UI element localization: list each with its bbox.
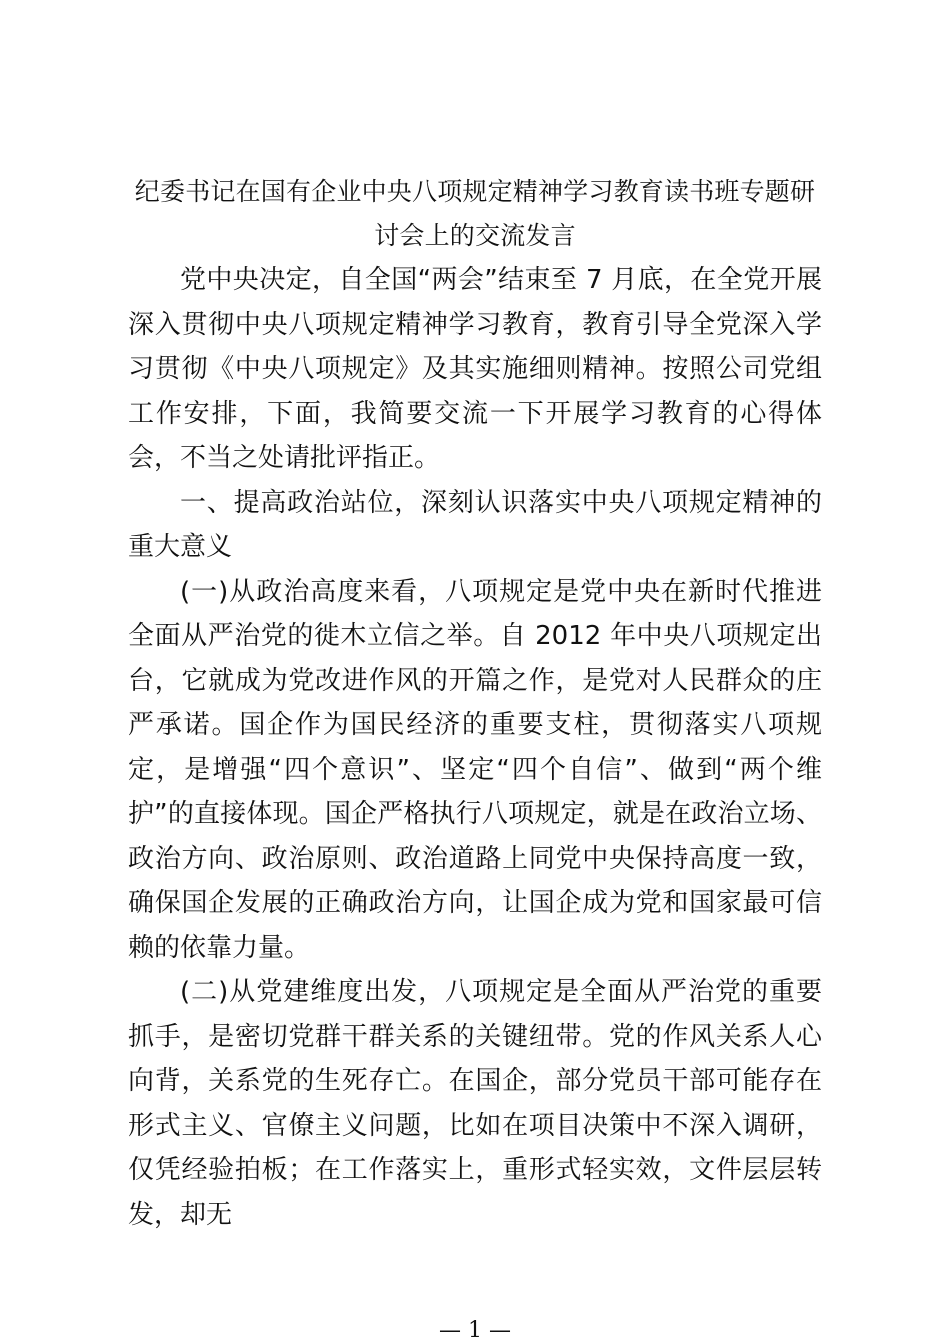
page-number: — 1 —	[439, 1318, 511, 1343]
title-line-1: 纪委书记在国有企业中央八项规定精神学习教育读书班专题研	[134, 177, 816, 206]
paragraph-party-building: (二)从党建维度出发，八项规定是全面从严治党的重要抓手，是密切党群干群关系的关键纽带。党的作风关系人心向背，关系党的生死存亡。在国企，部分党员干部可能存在形式主义、官僚主义问题，比如在项目决策中不深入调研，仅凭经验拍板；在工作落实上，重形式轻实效，文件层层转发，却无	[128, 977, 822, 1230]
document-title	[128, 170, 822, 258]
paragraph-political-height: (一)从政治高度来看，八项规定是党中央在新时代推进全面从严治党的徙木立信之举。自 2012 年中央八项规定出台，它就成为党改进作风的开篇之作，是党对人民群众的庄严承诺。国企作为国民经济的重要支柱，贯彻落实八项规定，是增强“四个意识”、坚定“四个自信”、做到“两个维护”的直接体现。国企严格执行八项规定，就是在政治立场、政治方向、政治原则、政治道路上同党中央保持高度一致，确保国企发展的正确政治方向，让国企成为党和国家最可信赖的依靠力量。	[128, 576, 822, 963]
title-line-2: 讨会上的交流发言	[374, 221, 576, 250]
document-body	[128, 170, 822, 1237]
section-heading-1: 一、提高政治站位，深刻认识落实中央八项规定精神的重大意义	[128, 487, 822, 562]
paragraph-intro: 党中央决定，自全国“两会”结束至 7 月底，在全党开展深入贯彻中央八项规定精神学习教育，教育引导全党深入学习贯彻《中央八项规定》及其实施细则精神。按照公司党组工作安排，下面，我简要交流一下开展学习教育的心得体会，不当之处请批评指正。	[128, 265, 822, 473]
